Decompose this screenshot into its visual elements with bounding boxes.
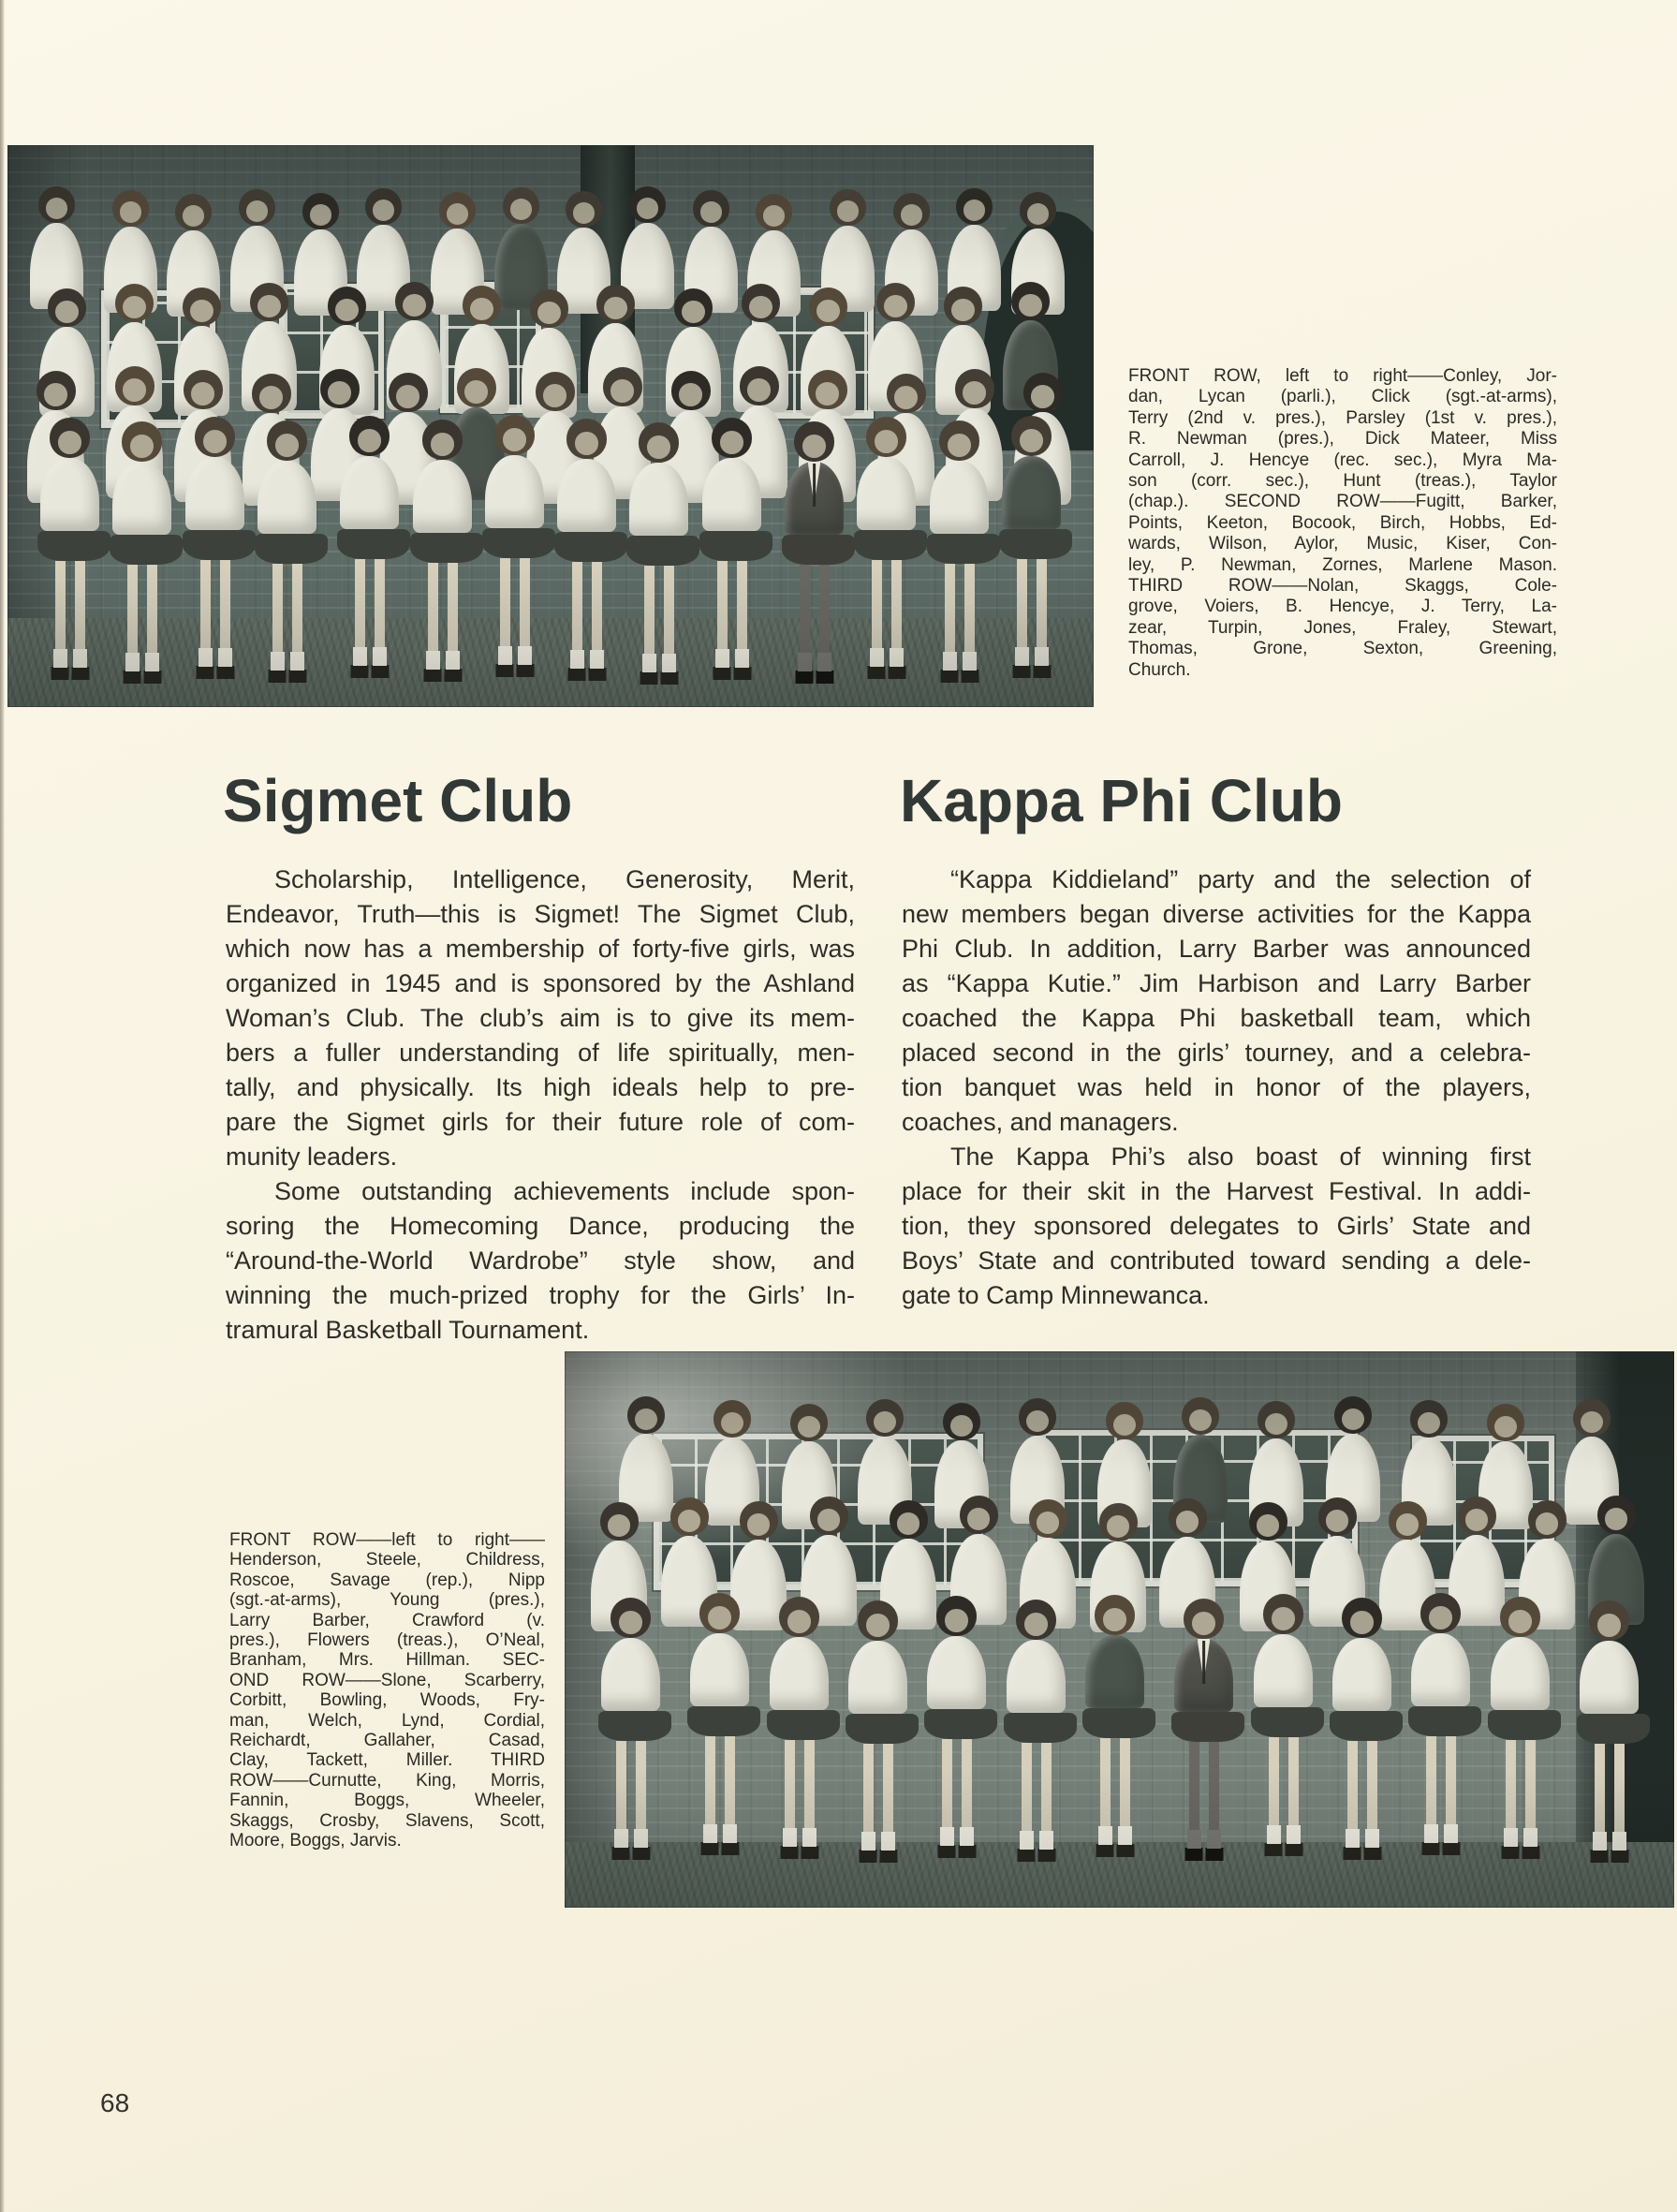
person-figure [846, 1600, 910, 1863]
legs [695, 1736, 745, 1855]
skirt [782, 535, 855, 565]
head [503, 187, 539, 224]
legs [1258, 1737, 1309, 1856]
kappa-paragraph-1 [902, 863, 1531, 1140]
legs [1584, 1744, 1635, 1863]
text-line: Reichardt, Gallaher, Casad, [229, 1731, 545, 1751]
head [1410, 1400, 1448, 1438]
text-line: ley, P. Newman, Zornes, Marlene Mason. [1128, 554, 1557, 575]
text-line: tally, and physically. Its high ideals help to pre- [226, 1073, 855, 1101]
skirt [1577, 1714, 1650, 1744]
torso [185, 457, 244, 530]
skirt [854, 530, 927, 560]
head [1106, 1402, 1143, 1439]
text-line: Points, Keeton, Bocook, Birch, Hobbs, Ed- [1128, 512, 1557, 533]
torso [927, 1636, 986, 1709]
torso [1580, 1641, 1639, 1714]
head [122, 421, 162, 462]
head [183, 288, 221, 326]
kappa-photo-caption [229, 1530, 545, 1851]
head [1389, 1501, 1427, 1540]
text-line: Skaggs, Crosby, Slavens, Scott, [229, 1810, 545, 1831]
legs [345, 559, 395, 678]
head [674, 288, 713, 327]
head [1099, 1503, 1138, 1541]
head [740, 1501, 778, 1540]
skirt [1488, 1710, 1561, 1740]
head [876, 283, 915, 321]
torso [485, 455, 544, 528]
head [1258, 1401, 1295, 1438]
text-line: Some outstanding achievements include spon- [274, 1177, 855, 1205]
head [50, 418, 90, 458]
kappa-phi-article [902, 863, 1531, 1313]
legs [45, 561, 96, 680]
page-edge-shadow [0, 0, 5, 2212]
text-line: FRONT ROW, left to right——Conley, Jor- [1128, 366, 1557, 386]
legs [707, 561, 758, 680]
person-figure [1004, 1600, 1068, 1862]
head [267, 420, 307, 461]
head [960, 1496, 998, 1534]
text-line: grove, Voiers, B. Hencye, J. Terry, La- [1128, 597, 1557, 617]
person-figure [1251, 1594, 1316, 1856]
head [250, 283, 288, 321]
text-line: Boys’ State and contributed toward sending a dele- [902, 1246, 1531, 1275]
torso [1254, 1634, 1313, 1707]
head [893, 193, 930, 229]
legs [774, 1740, 825, 1859]
text-line: soring the Homecoming Dance, producing the [226, 1212, 855, 1240]
legs [1011, 1743, 1062, 1862]
head [463, 286, 501, 324]
head [38, 186, 75, 223]
person-figure [183, 417, 247, 679]
head [252, 374, 291, 413]
torso [1491, 1637, 1550, 1710]
torso [1411, 1633, 1470, 1706]
text-line: Henderson, Steele, Childress, [229, 1550, 545, 1571]
head [115, 284, 154, 322]
legs [418, 563, 468, 682]
torso [1002, 456, 1061, 529]
head [693, 190, 729, 227]
text-line: coaches, and managers. [902, 1108, 1179, 1136]
page-number: 68 [100, 2088, 130, 2117]
text-line: wards, Wilson, Aylor, Music, Kiser, Con- [1128, 534, 1557, 554]
person-figure [255, 420, 319, 683]
head [115, 366, 154, 406]
skirt [1171, 1712, 1244, 1742]
torso [785, 462, 844, 535]
head [1182, 1397, 1219, 1435]
legs [1179, 1742, 1229, 1861]
text-line: (sgt.-at-arms), Young (pres.), [229, 1590, 545, 1611]
skirt [410, 533, 483, 563]
kappa-paragraph-2 [902, 1140, 1531, 1313]
text-line: Roscoe, Savage (rep.), Nipp [229, 1570, 545, 1590]
head [596, 285, 635, 323]
person-figure [598, 1598, 663, 1860]
skirt [37, 531, 110, 561]
torso [1085, 1635, 1144, 1708]
text-line: Branham, Mrs. Hillman. SEC- [229, 1650, 545, 1671]
head [1263, 1594, 1303, 1634]
head [779, 1597, 819, 1637]
torso [690, 1633, 749, 1706]
person-figure [337, 416, 402, 678]
torso [848, 1641, 907, 1714]
text-line: Carroll, J. Hencye (rec. sec.), Myra Ma- [1128, 450, 1557, 470]
skirt [999, 529, 1072, 559]
text-line: “Around-the-World Wardrobe” style show, and [226, 1246, 855, 1275]
sigmet-club-title: Sigmet Club [223, 767, 573, 834]
head [195, 417, 235, 457]
torso [112, 462, 171, 535]
text-line: pres.), Flowers (treas.), O’Neal, [229, 1630, 545, 1651]
skirt [183, 530, 256, 560]
head [866, 417, 906, 457]
head [328, 287, 366, 325]
torso [413, 460, 472, 533]
kappa-group-photo [565, 1351, 1674, 1908]
skirt [927, 534, 1000, 564]
head [112, 190, 149, 227]
legs [1007, 559, 1057, 678]
torso [1332, 1638, 1391, 1711]
skirt [1408, 1706, 1481, 1736]
legs [1337, 1741, 1388, 1860]
head [699, 1593, 740, 1633]
text-line: Corbitt, Bowling, Woods, Fry- [229, 1690, 545, 1711]
head [365, 188, 402, 225]
person-figure [927, 420, 992, 683]
head [713, 1400, 751, 1438]
legs [634, 566, 684, 685]
head [1458, 1497, 1496, 1535]
person-figure [554, 419, 619, 681]
torso [770, 1637, 829, 1710]
person-figure [999, 416, 1064, 678]
text-line: OND ROW——Slone, Scarberry, [229, 1670, 545, 1690]
person-figure [1408, 1593, 1473, 1855]
sigmet-paragraph-2 [226, 1174, 855, 1348]
text-line: Church. [1128, 659, 1191, 680]
head [1011, 416, 1052, 456]
skirt [1082, 1708, 1155, 1738]
person-figure [410, 420, 475, 682]
head [175, 194, 212, 230]
head [955, 369, 994, 408]
head [1342, 1598, 1382, 1638]
text-line: pare the Sigmet girls for their future role of com- [226, 1108, 855, 1136]
head [320, 369, 360, 408]
head [1020, 192, 1056, 229]
text-line: son (corr. sec.), Hunt (treas.), Taylor [1128, 471, 1557, 492]
text-line: “Kappa Kiddieland” party and the selection of [950, 865, 1531, 893]
head [858, 1600, 898, 1641]
text-line: new members began diverse activities for the Kappa [902, 900, 1531, 928]
torso [257, 461, 316, 534]
head [1016, 1600, 1056, 1640]
head [944, 287, 982, 325]
text-line: Thomas, Grone, Sexton, Greening, [1128, 639, 1557, 659]
torso [40, 458, 99, 531]
text-line: organized in 1945 and is sponsored by the Ashland [226, 969, 855, 997]
head [349, 416, 390, 456]
legs [853, 1744, 904, 1863]
legs [490, 558, 540, 677]
head [457, 368, 496, 407]
text-line: ROW——Curnutte, King, Morris, [229, 1770, 545, 1791]
text-line: Moore, Boggs, Jarvis. [229, 1831, 402, 1851]
person-figure [482, 415, 547, 677]
legs [1416, 1736, 1466, 1855]
head [794, 421, 834, 462]
head [600, 1502, 639, 1541]
text-line: gate to Camp Minnewanca. [902, 1281, 1210, 1309]
skirt [110, 535, 183, 565]
person-figure [767, 1597, 831, 1859]
person-figure [924, 1596, 989, 1858]
head [1249, 1502, 1287, 1541]
head [1573, 1399, 1611, 1437]
person-figure [1577, 1600, 1641, 1863]
legs [861, 560, 912, 679]
head [1169, 1498, 1207, 1537]
head [395, 282, 434, 320]
head [1487, 1404, 1524, 1441]
head [887, 374, 926, 413]
text-line: tramural Basketball Tournament. [226, 1316, 590, 1344]
torso [857, 457, 916, 530]
head [670, 1497, 709, 1536]
head [389, 373, 428, 412]
head [566, 191, 602, 228]
torso [702, 458, 761, 531]
text-line: as “Kappa Kutie.” Jim Harbison and Larry Barber [902, 969, 1531, 997]
torso [1174, 1639, 1233, 1712]
text-line: The Kappa Phi’s also boast of winning first [950, 1143, 1531, 1171]
text-line: Clay, Tackett, Miller. THIRD [229, 1750, 545, 1771]
legs [190, 560, 241, 679]
legs [606, 1741, 656, 1860]
text-line: tion banquet was held in honor of the players, [902, 1073, 1531, 1101]
head [536, 372, 575, 411]
torso [601, 1638, 660, 1711]
head [740, 366, 779, 406]
head [530, 289, 568, 328]
head [1597, 1496, 1636, 1534]
head [1095, 1595, 1135, 1635]
text-line: R. Newman (pres.), Dick Mateer, Miss [1128, 429, 1557, 450]
person-figure [1488, 1597, 1552, 1859]
legs [262, 564, 313, 683]
skirt [767, 1710, 840, 1740]
head [1420, 1593, 1461, 1633]
head [866, 1399, 904, 1437]
legs [1090, 1738, 1140, 1857]
skirt [255, 534, 328, 564]
sigmet-group-photo [7, 145, 1094, 707]
legs [934, 564, 985, 683]
person-figure [110, 421, 174, 684]
text-line: man, Welch, Lynd, Cordial, [229, 1710, 545, 1731]
text-line: Fannin, Boggs, Wheeler, [229, 1791, 545, 1811]
skirt [1330, 1711, 1403, 1741]
person-figure [1082, 1595, 1147, 1857]
skirt [924, 1709, 997, 1739]
text-line: (chap.). SECOND ROW——Fugitt, Barker, [1128, 492, 1557, 512]
torso [1007, 1640, 1066, 1713]
head [712, 418, 752, 458]
skirt [1251, 1707, 1324, 1737]
text-line: place for their skit in the Harvest Festival. In addi- [902, 1177, 1531, 1205]
head [742, 284, 780, 322]
skirt [337, 529, 410, 559]
head [184, 370, 223, 409]
text-line: Larry Barber, Crawford (v. [229, 1610, 545, 1630]
text-line: which now has a membership of forty-five girls, was [226, 935, 855, 963]
person-figure [687, 1593, 752, 1855]
head [830, 189, 866, 226]
person-figure [782, 421, 846, 684]
text-line: Endeavor, Truth—this is Sigmet! The Sigmet Club, [226, 900, 855, 928]
person-figure [37, 418, 102, 680]
head [494, 415, 535, 455]
text-line: munity leaders. [226, 1143, 398, 1171]
text-line: tion, they sponsored delegates to Girls’ State and [902, 1212, 1531, 1240]
text-line: Phi Club. In addition, Larry Barber was announced [902, 935, 1531, 963]
text-line: Woman’s Club. The club’s aim is to give its mem- [226, 1004, 855, 1032]
sigmet-photo-caption [1128, 366, 1557, 681]
head [756, 194, 792, 230]
head [790, 1404, 828, 1441]
skirt [554, 532, 627, 562]
head [422, 420, 463, 460]
text-line: FRONT ROW——left to right—— [229, 1530, 545, 1550]
head [943, 1403, 980, 1440]
head [1184, 1599, 1224, 1639]
head [1029, 1499, 1067, 1538]
head [809, 288, 847, 326]
legs [562, 562, 612, 681]
head [936, 1596, 977, 1636]
head [939, 420, 979, 461]
text-line: winning the much-prized trophy for the Girls’ In- [226, 1281, 855, 1309]
legs [932, 1739, 982, 1858]
skirt [699, 531, 772, 561]
head [1500, 1597, 1540, 1637]
head [1528, 1500, 1567, 1539]
head [1589, 1600, 1629, 1641]
torso [930, 461, 989, 534]
skirt [626, 536, 699, 566]
head [1318, 1497, 1357, 1536]
head [48, 288, 86, 327]
torso [340, 456, 399, 529]
head [1011, 282, 1050, 320]
text-line: placed second in the girls’ tourney, and a celebra- [902, 1039, 1531, 1067]
skirt [687, 1706, 760, 1736]
head [302, 193, 339, 229]
head [629, 186, 666, 223]
head [671, 371, 711, 410]
head [603, 367, 642, 406]
sigmet-paragraph-1 [226, 863, 855, 1174]
head [610, 1598, 651, 1638]
legs [1495, 1740, 1546, 1859]
text-line: coached the Kappa Phi basketball team, which [902, 1004, 1531, 1032]
person-figure [626, 422, 691, 685]
skirt [1004, 1713, 1077, 1743]
head [37, 371, 76, 410]
head [439, 192, 476, 229]
skirt [598, 1711, 671, 1741]
person-figure [699, 418, 764, 680]
text-line: THIRD ROW——Nolan, Skaggs, Cole- [1128, 576, 1557, 597]
person-figure [854, 417, 919, 679]
torso [557, 459, 616, 532]
legs [789, 565, 840, 684]
head [639, 422, 679, 463]
head [810, 1497, 848, 1535]
text-line: Scholarship, Intelligence, Generosity, Merit, [274, 865, 855, 893]
head [1334, 1396, 1372, 1434]
sigmet-article [226, 863, 855, 1348]
skirt [846, 1714, 919, 1744]
head [890, 1500, 928, 1539]
torso [629, 463, 688, 536]
head [808, 370, 847, 409]
head [566, 419, 607, 459]
head [956, 188, 993, 225]
text-line: dan, Lycan (parli.), Click (sgt.-at-arms), [1128, 387, 1557, 407]
kappa-phi-club-title: Kappa Phi Club [900, 767, 1343, 834]
head [627, 1396, 665, 1434]
head [239, 189, 275, 226]
text-line: Terry (2nd v. pres.), Parsley (1st v. pres.), [1128, 407, 1557, 428]
person-figure [1171, 1599, 1236, 1861]
person-figure [1330, 1598, 1394, 1860]
text-line: bers a fuller understanding of life spiritually, men- [226, 1039, 855, 1067]
legs [117, 565, 168, 684]
text-line: zear, Turpin, Jones, Fraley, Stewart, [1128, 617, 1557, 638]
head [1023, 373, 1063, 412]
head [1019, 1398, 1056, 1436]
skirt [482, 528, 555, 558]
